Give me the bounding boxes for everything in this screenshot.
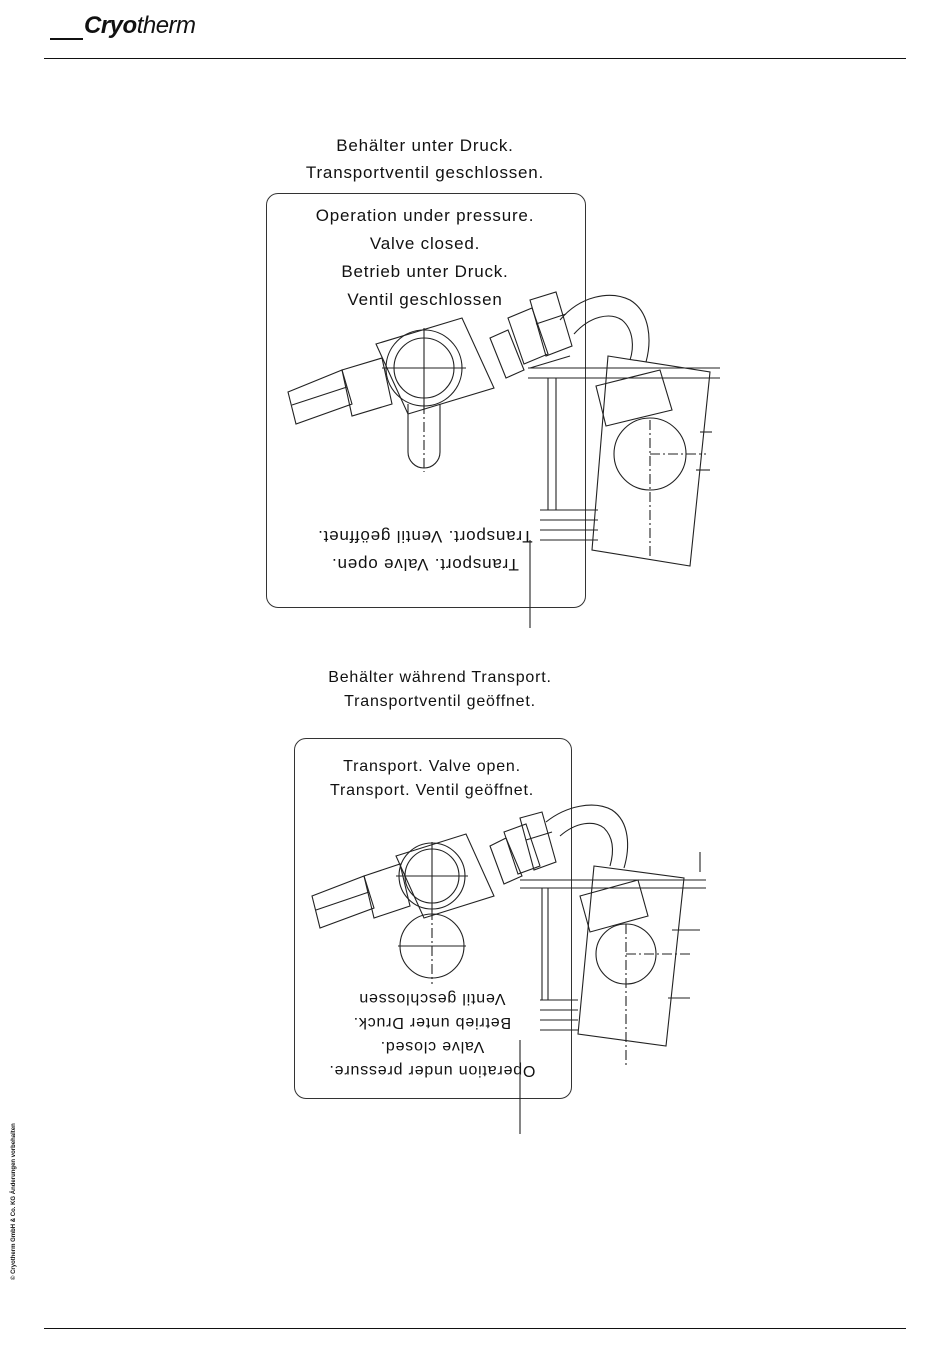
right-valve-block — [578, 866, 684, 1046]
figure-bottom-caption: Behälter während Transport. Transportventil geöffnet. — [328, 669, 552, 710]
copyright-notice: © Cryotherm GmbH & Co. KG Änderungen vorbehalten — [11, 1123, 17, 1280]
figure-top-upright-text: Operation under pressure. Valve closed. Betrieb unter Druck. Ventil geschlossen — [315, 206, 535, 309]
figure-top-inverted-text: Transport. Valve open. Transport. Ventil geöffnet. — [317, 527, 533, 574]
cryotherm-logo: Cryotherm — [84, 12, 196, 39]
figure-bottom-upright-text: Transport. Valve open. Transport. Ventil geöffnet. — [330, 758, 534, 799]
figure-top-caption: Behälter unter Druck. Transportventil geschlossen. — [305, 136, 545, 182]
nozzle-tip — [312, 876, 374, 928]
figure-bottom-inverted-text: Operation under pressure. Valve closed. Betrieb unter Druck. Ventil geschlossen — [328, 990, 536, 1079]
footer-rule — [44, 1328, 906, 1329]
hex-nut — [490, 838, 522, 884]
pipe-bend — [546, 805, 628, 868]
